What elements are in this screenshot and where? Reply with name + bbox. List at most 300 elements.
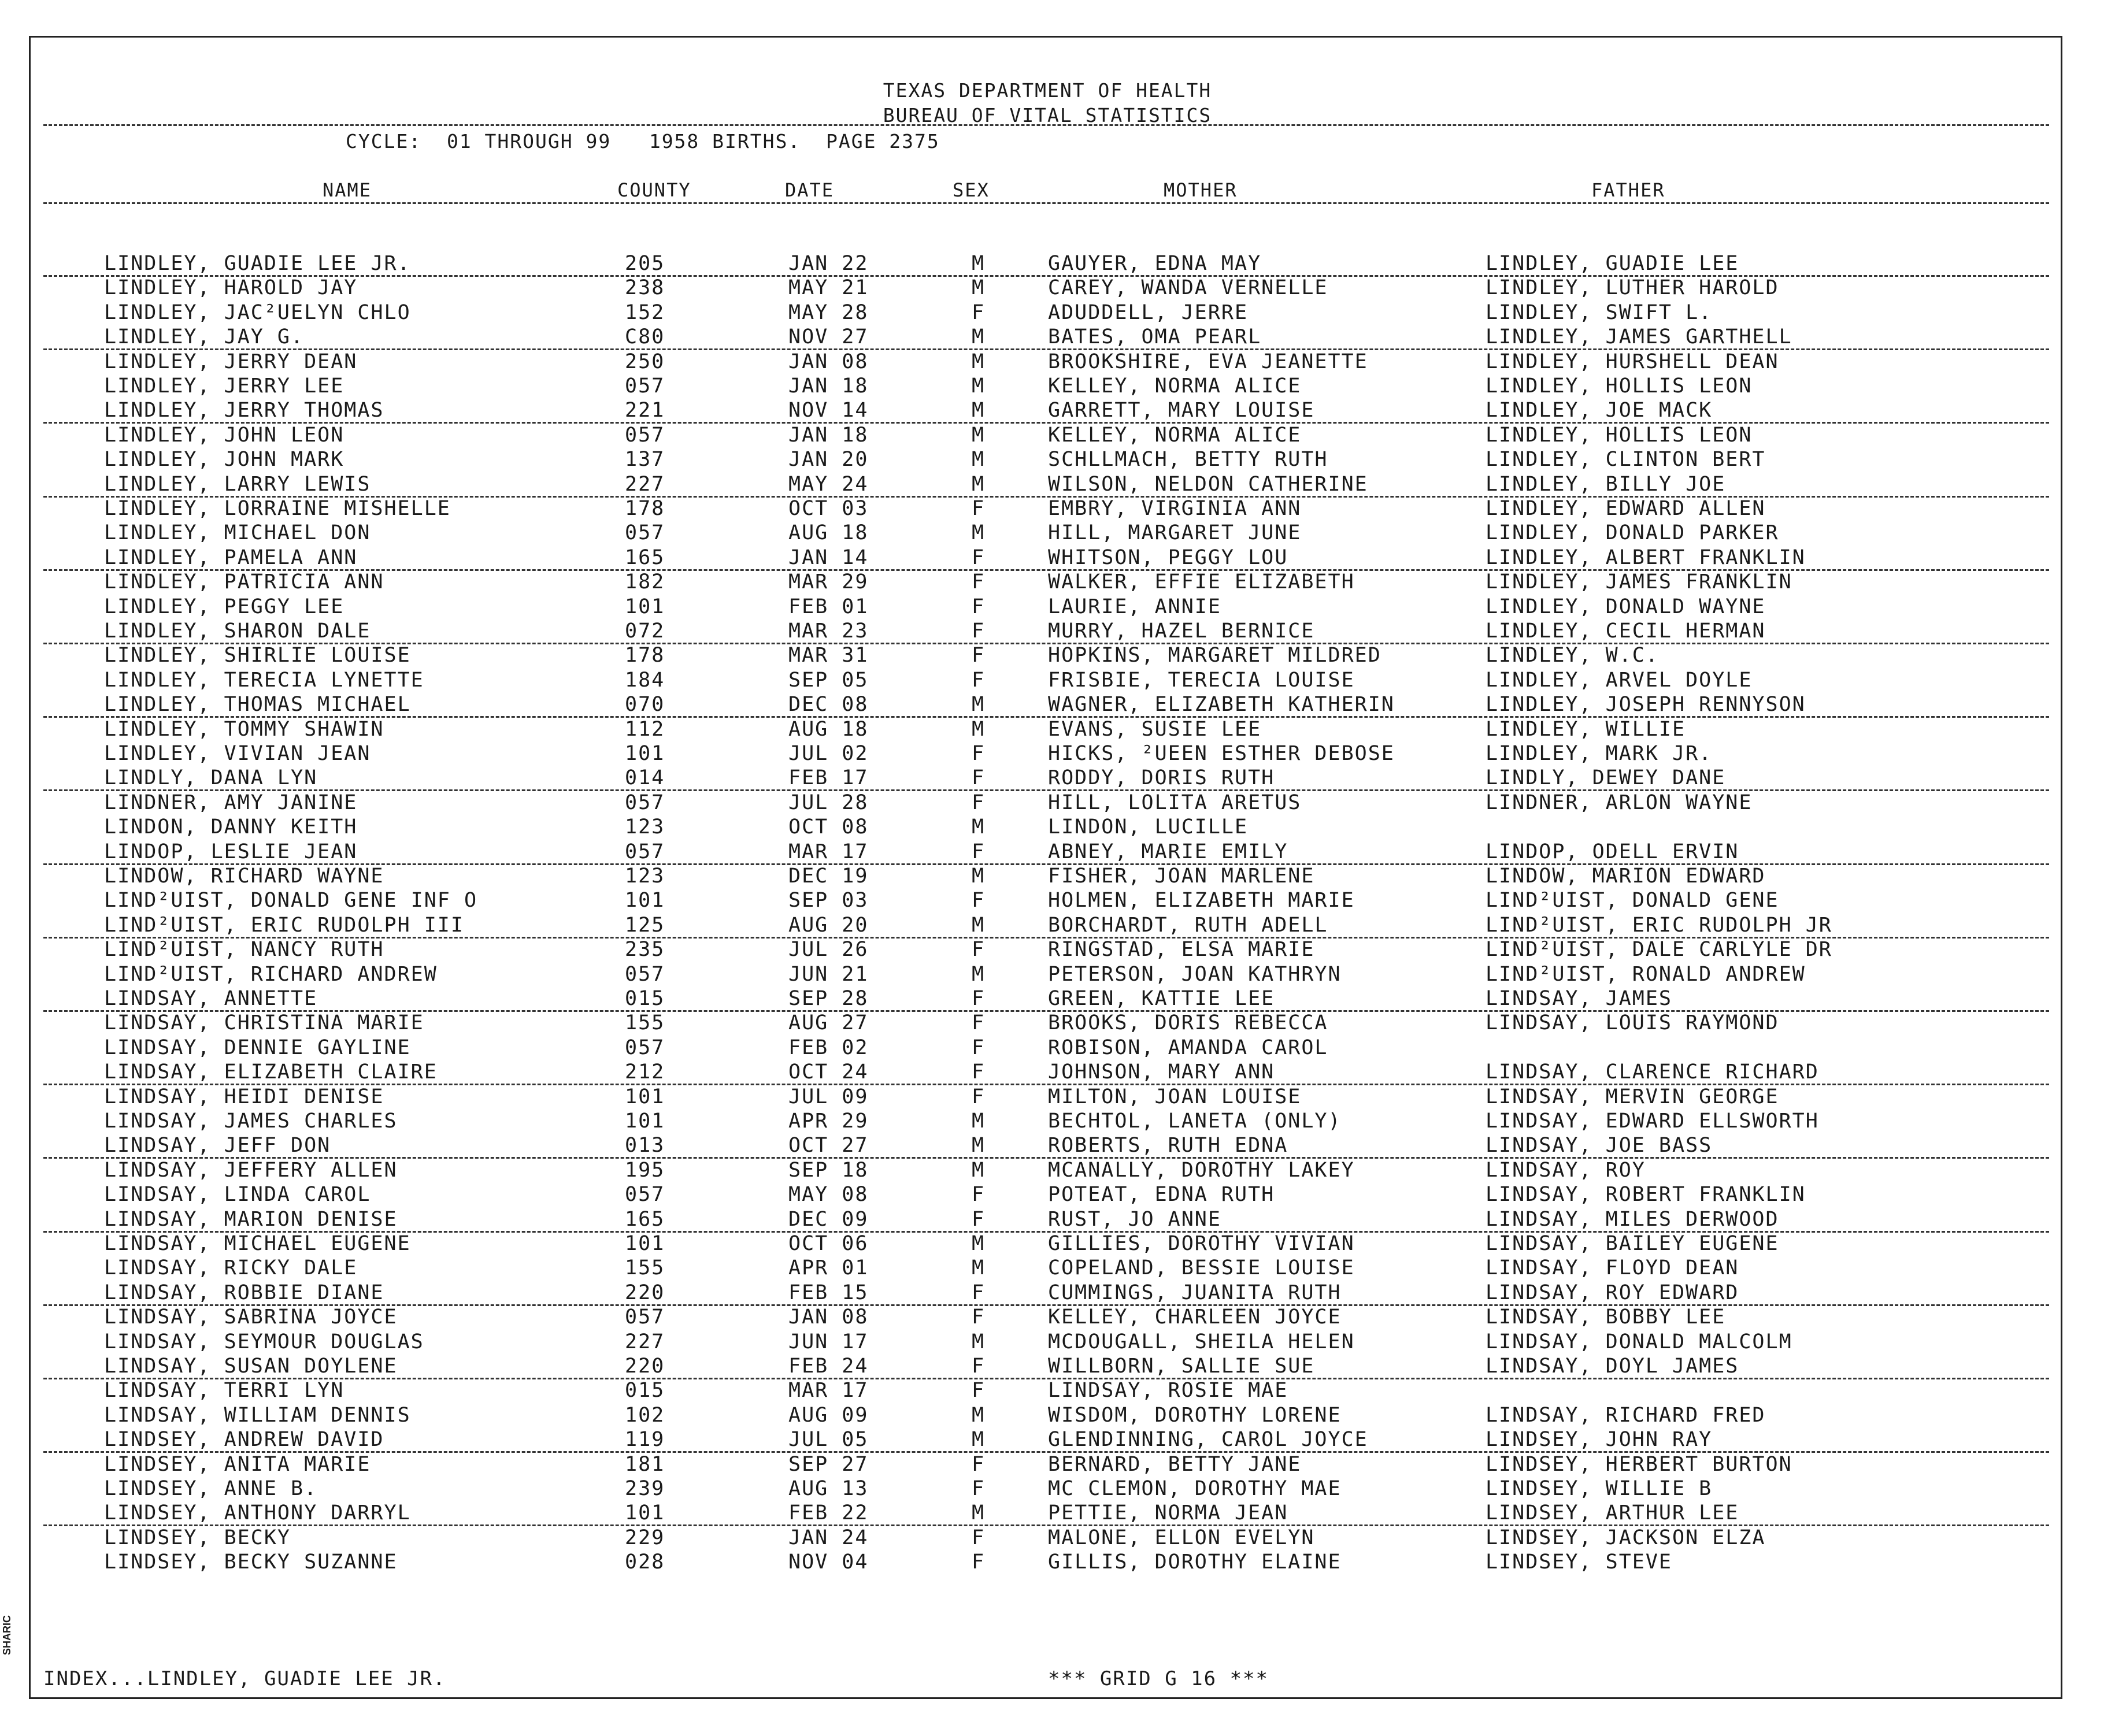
record-county: 195 — [625, 1158, 665, 1182]
record-name: LIND²UIST, DONALD GENE INF O — [104, 889, 478, 912]
record-date: AUG 20 — [788, 913, 869, 937]
record-father: LIND²UIST, ERIC RUDOLPH JR — [1486, 913, 1832, 937]
record-sex: F — [972, 889, 986, 912]
record-sex: M — [972, 472, 986, 496]
record-county: 057 — [625, 1183, 665, 1207]
record-row — [31, 1011, 2064, 1035]
record-mother: POTEAT, EDNA RUTH — [1048, 1183, 1275, 1207]
record-father: LINDLEY, CECIL HERMAN — [1486, 620, 1766, 643]
record-date: FEB 01 — [788, 595, 869, 618]
record-name: LINDLEY, JERRY THOMAS — [104, 399, 384, 422]
record-mother: COPELAND, BESSIE LOUISE — [1048, 1256, 1355, 1280]
record-name: LINDLEY, TERECIA LYNETTE — [104, 668, 424, 692]
record-mother: FRISBIE, TERECIA LOUISE — [1048, 668, 1355, 692]
record-row — [31, 619, 2064, 643]
record-county: 221 — [625, 399, 665, 422]
record-mother: MALONE, ELLON EVELYN — [1048, 1526, 1315, 1549]
record-name: LIND²UIST, NANCY RUTH — [104, 938, 384, 962]
record-row — [31, 1330, 2064, 1354]
record-row — [31, 1060, 2064, 1084]
record-date: FEB 02 — [788, 1036, 869, 1059]
record-sex: M — [972, 325, 986, 349]
record-father: LINDLEY, HOLLIS LEON — [1486, 374, 1753, 398]
record-county: 250 — [625, 350, 665, 373]
record-row — [31, 1501, 2064, 1525]
record-row — [31, 595, 2064, 619]
record-row — [31, 717, 2064, 741]
record-mother: KELLEY, NORMA ALICE — [1048, 374, 1302, 398]
record-mother: RODDY, DORIS RUTH — [1048, 766, 1275, 790]
record-county: 238 — [625, 276, 665, 300]
record-sex: M — [972, 1403, 986, 1427]
record-sex: M — [972, 521, 986, 545]
record-row — [31, 1231, 2064, 1256]
record-mother: WHITSON, PEGGY LOU — [1048, 546, 1288, 569]
record-father: LINDSAY, JAMES — [1486, 987, 1673, 1010]
record-mother: BATES, OMA PEARL — [1048, 325, 1262, 349]
record-row — [31, 791, 2064, 815]
record-row — [31, 986, 2064, 1011]
record-sex: F — [972, 987, 986, 1010]
record-name: LINDSEY, BECKY — [104, 1526, 291, 1549]
record-father: LINDLEY, HURSHELL DEAN — [1486, 350, 1779, 373]
record-row — [31, 1550, 2064, 1574]
record-date: JAN 08 — [788, 1305, 869, 1329]
record-father: LINDSAY, JOE BASS — [1486, 1134, 1713, 1158]
record-date: DEC 09 — [788, 1207, 869, 1231]
record-date: JUN 21 — [788, 962, 869, 986]
record-name: LINDLEY, PAMELA ANN — [104, 546, 358, 569]
record-row — [31, 521, 2064, 545]
record-county: 152 — [625, 301, 665, 324]
record-name: LINDSAY, SABRINA JOYCE — [104, 1305, 398, 1329]
record-sex: F — [972, 1526, 986, 1549]
record-name: LINDLEY, JOHN MARK — [104, 448, 345, 472]
record-mother: ROBISON, AMANDA CAROL — [1048, 1036, 1328, 1059]
record-date: AUG 18 — [788, 521, 869, 545]
record-name: LINDLEY, TOMMY SHAWIN — [104, 717, 384, 741]
record-county: 165 — [625, 546, 665, 569]
record-county: 057 — [625, 521, 665, 545]
record-date: FEB 17 — [788, 766, 869, 790]
record-county: 155 — [625, 1256, 665, 1280]
record-county: 239 — [625, 1477, 665, 1500]
record-sex: F — [972, 1183, 986, 1207]
record-name: LINDSEY, BECKY SUZANNE — [104, 1550, 398, 1574]
record-father: LINDLEY, JAMES FRANKLIN — [1486, 570, 1792, 594]
record-father: LINDLEY, CLINTON BERT — [1486, 448, 1766, 472]
record-name: LINDLEY, HAROLD JAY — [104, 276, 358, 300]
record-father: LINDSEY, JOHN RAY — [1486, 1428, 1713, 1452]
record-name: LINDLEY, JAC²UELYN CHLO — [104, 301, 411, 324]
record-sex: M — [972, 350, 986, 373]
record-father: LINDLEY, GUADIE LEE — [1486, 252, 1739, 275]
record-father: LINDSAY, ROBERT FRANKLIN — [1486, 1183, 1806, 1207]
record-name: LINDLEY, PATRICIA ANN — [104, 570, 384, 594]
record-row — [31, 766, 2064, 790]
record-row — [31, 1452, 2064, 1477]
record-name: LINDSEY, ANNE B. — [104, 1477, 318, 1500]
record-row — [31, 325, 2064, 349]
record-father: LINDSEY, ARTHUR LEE — [1486, 1501, 1739, 1525]
record-mother: RUST, JO ANNE — [1048, 1207, 1221, 1231]
department-title: TEXAS DEPARTMENT OF HEALTH — [883, 79, 1212, 102]
record-county: 123 — [625, 865, 665, 888]
record-county: 015 — [625, 987, 665, 1010]
record-mother: EMBRY, VIRGINIA ANN — [1048, 497, 1302, 520]
record-mother: HOLMEN, ELIZABETH MARIE — [1048, 889, 1355, 912]
record-father: LINDLEY, W.C. — [1486, 644, 1659, 667]
record-father: LINDLEY, JOE MACK — [1486, 399, 1713, 422]
record-name: LINDSAY, DENNIE GAYLINE — [104, 1036, 411, 1059]
record-sex: M — [972, 717, 986, 741]
record-father: LINDSAY, DONALD MALCOLM — [1486, 1330, 1792, 1353]
record-date: JUL 05 — [788, 1428, 869, 1452]
record-name: LINDLEY, SHARON DALE — [104, 620, 371, 643]
record-sex: M — [972, 815, 986, 839]
record-mother: MCANALLY, DOROTHY LAKEY — [1048, 1158, 1355, 1182]
record-mother: MC CLEMON, DOROTHY MAE — [1048, 1477, 1342, 1500]
record-county: 227 — [625, 472, 665, 496]
record-mother: GILLIES, DOROTHY VIVIAN — [1048, 1232, 1355, 1255]
record-father: LINDLEY, JAMES GARTHELL — [1486, 325, 1792, 349]
record-mother: GREEN, KATTIE LEE — [1048, 987, 1275, 1010]
record-mother: MCDOUGALL, SHEILA HELEN — [1048, 1330, 1355, 1353]
record-county: 101 — [625, 742, 665, 765]
record-name: LINDLEY, JERRY LEE — [104, 374, 345, 398]
record-name: LINDLEY, THOMAS MICHAEL — [104, 693, 411, 717]
record-name: LINDSAY, LINDA CAROL — [104, 1183, 371, 1207]
record-row — [31, 1378, 2064, 1403]
record-date: JUL 28 — [788, 791, 869, 814]
record-father: LINDNER, ARLON WAYNE — [1486, 791, 1753, 814]
record-mother: BERNARD, BETTY JANE — [1048, 1452, 1302, 1476]
record-mother: WALKER, EFFIE ELIZABETH — [1048, 570, 1355, 594]
record-mother: EVANS, SUSIE LEE — [1048, 717, 1262, 741]
record-father: LINDSAY, FLOYD DEAN — [1486, 1256, 1739, 1280]
record-row — [31, 570, 2064, 594]
record-row — [31, 496, 2064, 521]
record-county: 101 — [625, 1232, 665, 1255]
record-mother: MILTON, JOAN LOUISE — [1048, 1085, 1302, 1108]
record-county: 057 — [625, 423, 665, 447]
record-name: LINDSEY, ANDREW DAVID — [104, 1428, 384, 1452]
record-row — [31, 1109, 2064, 1133]
record-date: JUL 09 — [788, 1085, 869, 1108]
record-date: JAN 18 — [788, 423, 869, 447]
record-date: MAY 08 — [788, 1183, 869, 1207]
record-date: FEB 15 — [788, 1281, 869, 1304]
record-date: MAR 23 — [788, 620, 869, 643]
side-mark: SHARIC — [1, 1615, 13, 1655]
record-county: 137 — [625, 448, 665, 472]
record-sex: F — [972, 1452, 986, 1476]
record-sex: M — [972, 252, 986, 275]
record-name: LINDSAY, HEIDI DENISE — [104, 1085, 384, 1108]
record-sex: F — [972, 1477, 986, 1500]
record-date: JAN 08 — [788, 350, 869, 373]
record-sex: F — [972, 497, 986, 520]
record-row — [31, 1256, 2064, 1280]
record-county: 182 — [625, 570, 665, 594]
header-divider — [43, 124, 2049, 126]
record-date: SEP 05 — [788, 668, 869, 692]
record-name: LINDLEY, JERRY DEAN — [104, 350, 358, 373]
record-name: LIND²UIST, ERIC RUDOLPH III — [104, 913, 464, 937]
record-county: 057 — [625, 1305, 665, 1329]
record-county: 101 — [625, 889, 665, 912]
record-sex: M — [972, 1134, 986, 1158]
record-sex: F — [972, 766, 986, 790]
record-name: LINDSEY, ANITA MARIE — [104, 1452, 371, 1476]
record-row — [31, 643, 2064, 667]
record-father: LINDSEY, HERBERT BURTON — [1486, 1452, 1792, 1476]
record-name: LINDSAY, SEYMOUR DOUGLAS — [104, 1330, 424, 1353]
record-sex: F — [972, 1305, 986, 1329]
record-name: LINDSEY, ANTHONY DARRYL — [104, 1501, 411, 1525]
record-date: NOV 14 — [788, 399, 869, 422]
record-date: JAN 14 — [788, 546, 869, 569]
record-sex: M — [972, 865, 986, 888]
record-date: AUG 18 — [788, 717, 869, 741]
record-father: LINDSAY, CLARENCE RICHARD — [1486, 1060, 1819, 1084]
record-date: OCT 06 — [788, 1232, 869, 1255]
record-county: 178 — [625, 497, 665, 520]
record-date: NOV 04 — [788, 1550, 869, 1574]
record-county: 057 — [625, 791, 665, 814]
record-father: LINDSEY, WILLIE B — [1486, 1477, 1713, 1500]
record-sex: F — [972, 938, 986, 962]
record-row — [31, 1354, 2064, 1378]
record-date: JUN 17 — [788, 1330, 869, 1353]
record-county: 119 — [625, 1428, 665, 1452]
record-county: 101 — [625, 595, 665, 618]
record-father: LINDOW, MARION EDWARD — [1486, 865, 1766, 888]
record-name: LINDLY, DANA LYN — [104, 766, 318, 790]
record-date: JUL 02 — [788, 742, 869, 765]
record-name: LINDOW, RICHARD WAYNE — [104, 865, 384, 888]
record-mother: BROOKSHIRE, EVA JEANETTE — [1048, 350, 1368, 373]
record-row — [31, 1133, 2064, 1158]
record-county: 178 — [625, 644, 665, 667]
column-header-father: FATHER — [1591, 179, 1665, 201]
record-date: JAN 22 — [788, 252, 869, 275]
record-row — [31, 692, 2064, 717]
record-row — [31, 301, 2064, 325]
record-mother: WAGNER, ELIZABETH KATHERIN — [1048, 693, 1395, 717]
record-county: 235 — [625, 938, 665, 962]
record-date: NOV 27 — [788, 325, 869, 349]
record-name: LINDON, DANNY KEITH — [104, 815, 358, 839]
record-county: 101 — [625, 1501, 665, 1525]
record-sex: F — [972, 620, 986, 643]
record-mother: HILL, MARGARET JUNE — [1048, 521, 1302, 545]
record-county: 101 — [625, 1085, 665, 1108]
record-row — [31, 668, 2064, 692]
record-sex: F — [972, 840, 986, 863]
record-mother: PETTIE, NORMA JEAN — [1048, 1501, 1288, 1525]
record-father: LINDSEY, JACKSON ELZA — [1486, 1526, 1766, 1549]
record-row — [31, 1305, 2064, 1329]
record-row — [31, 815, 2064, 839]
record-name: LINDSAY, JEFFERY ALLEN — [104, 1158, 398, 1182]
record-date: OCT 27 — [788, 1134, 869, 1158]
record-row — [31, 1281, 2064, 1305]
record-father: LINDSAY, LOUIS RAYMOND — [1486, 1011, 1779, 1035]
record-row — [31, 1036, 2064, 1060]
column-header-sex: SEX — [953, 179, 990, 201]
record-father: LINDLEY, WILLIE — [1486, 717, 1686, 741]
record-county: 014 — [625, 766, 665, 790]
record-name: LINDLEY, JOHN LEON — [104, 423, 345, 447]
record-mother: MURRY, HAZEL BERNICE — [1048, 620, 1315, 643]
record-sex: F — [972, 1036, 986, 1059]
record-name: LINDSAY, ANNETTE — [104, 987, 318, 1010]
record-sex: M — [972, 1256, 986, 1280]
record-name: LINDLEY, LARRY LEWIS — [104, 472, 371, 496]
record-mother: FISHER, JOAN MARLENE — [1048, 865, 1315, 888]
record-father: LINDLEY, DONALD PARKER — [1486, 521, 1779, 545]
record-county: 220 — [625, 1281, 665, 1304]
record-mother: GARRETT, MARY LOUISE — [1048, 399, 1315, 422]
record-sex: M — [972, 423, 986, 447]
record-father: LINDSAY, DOYL JAMES — [1486, 1355, 1739, 1378]
record-father: LINDSAY, BOBBY LEE — [1486, 1305, 1726, 1329]
record-father: LINDSAY, MILES DERWOOD — [1486, 1207, 1779, 1231]
record-mother: PETERSON, JOAN KATHRYN — [1048, 962, 1342, 986]
record-father: LINDLEY, LUTHER HAROLD — [1486, 276, 1779, 300]
record-row — [31, 447, 2064, 472]
record-county: 057 — [625, 840, 665, 863]
record-father: LINDSAY, BAILEY EUGENE — [1486, 1232, 1779, 1255]
record-sex: M — [972, 1428, 986, 1452]
record-date: MAR 17 — [788, 840, 869, 863]
record-sex: F — [972, 791, 986, 814]
record-date: SEP 28 — [788, 987, 869, 1010]
record-row — [31, 423, 2064, 447]
column-header-divider — [43, 202, 2049, 204]
record-father: LINDOP, ODELL ERVIN — [1486, 840, 1739, 863]
column-header-mother: MOTHER — [1164, 179, 1238, 201]
record-county: 057 — [625, 962, 665, 986]
record-father: LINDLEY, SWIFT L. — [1486, 301, 1713, 324]
record-father: LINDSAY, RICHARD FRED — [1486, 1403, 1766, 1427]
record-county: C80 — [625, 325, 665, 349]
record-mother: CAREY, WANDA VERNELLE — [1048, 276, 1328, 300]
record-sex: M — [972, 1232, 986, 1255]
record-row — [31, 251, 2064, 276]
record-row — [31, 1182, 2064, 1207]
record-row — [31, 1085, 2064, 1109]
record-date: SEP 27 — [788, 1452, 869, 1476]
record-row — [31, 840, 2064, 864]
record-county: 125 — [625, 913, 665, 937]
record-father: LINDSAY, ROY EDWARD — [1486, 1281, 1739, 1304]
record-county: 112 — [625, 717, 665, 741]
record-sex: F — [972, 1085, 986, 1108]
grid-footer: *** GRID G 16 *** — [1048, 1667, 1269, 1690]
record-mother: HICKS, ²UEEN ESTHER DEBOSE — [1048, 742, 1395, 765]
record-name: LINDSAY, MICHAEL EUGENE — [104, 1232, 411, 1255]
record-name: LINDSAY, CHRISTINA MARIE — [104, 1011, 424, 1035]
record-mother: GILLIS, DOROTHY ELAINE — [1048, 1550, 1342, 1574]
record-row — [31, 1403, 2064, 1427]
column-header-name: NAME — [323, 179, 372, 201]
record-name: LINDSAY, ROBBIE DIANE — [104, 1281, 384, 1304]
record-date: FEB 24 — [788, 1355, 869, 1378]
record-mother: WILSON, NELDON CATHERINE — [1048, 472, 1368, 496]
record-date: AUG 27 — [788, 1011, 869, 1035]
record-father: LINDSAY, EDWARD ELLSWORTH — [1486, 1110, 1819, 1133]
record-name: LINDLEY, PEGGY LEE — [104, 595, 345, 618]
record-name: LINDSAY, ELIZABETH CLAIRE — [104, 1060, 438, 1084]
record-father: LIND²UIST, DALE CARLYLE DR — [1486, 938, 1832, 962]
record-row — [31, 937, 2064, 962]
record-sex: F — [972, 644, 986, 667]
record-row — [31, 913, 2064, 937]
record-sex: F — [972, 742, 986, 765]
record-name: LINDLEY, SHIRLIE LOUISE — [104, 644, 411, 667]
record-father: LINDLEY, MARK JR. — [1486, 742, 1713, 765]
record-row — [31, 398, 2064, 422]
record-mother: BORCHARDT, RUTH ADELL — [1048, 913, 1328, 937]
record-county: 165 — [625, 1207, 665, 1231]
record-mother: WILLBORN, SALLIE SUE — [1048, 1355, 1315, 1378]
record-date: SEP 03 — [788, 889, 869, 912]
record-father: LINDLEY, ARVEL DOYLE — [1486, 668, 1753, 692]
record-sex: F — [972, 1550, 986, 1574]
record-county: 181 — [625, 1452, 665, 1476]
record-date: JAN 20 — [788, 448, 869, 472]
record-mother: LINDSAY, ROSIE MAE — [1048, 1379, 1288, 1403]
record-row — [31, 1427, 2064, 1452]
bureau-title: BUREAU OF VITAL STATISTICS — [883, 104, 1212, 127]
record-name: LINDSAY, RICKY DALE — [104, 1256, 358, 1280]
record-mother: HILL, LOLITA ARETUS — [1048, 791, 1302, 814]
record-county: 155 — [625, 1011, 665, 1035]
record-mother: WISDOM, DOROTHY LORENE — [1048, 1403, 1342, 1427]
column-header-date: DATE — [785, 179, 835, 201]
record-father: LINDLEY, BILLY JOE — [1486, 472, 1726, 496]
record-county: 205 — [625, 252, 665, 275]
record-sex: M — [972, 1330, 986, 1353]
record-mother: BECHTOL, LANETA (ONLY) — [1048, 1110, 1342, 1133]
record-mother: ROBERTS, RUTH EDNA — [1048, 1134, 1288, 1158]
record-father: LIND²UIST, DONALD GENE — [1486, 889, 1779, 912]
record-name: LINDOP, LESLIE JEAN — [104, 840, 358, 863]
record-sex: M — [972, 1158, 986, 1182]
record-sex: F — [972, 1011, 986, 1035]
column-header-county: COUNTY — [617, 179, 691, 201]
record-date: SEP 18 — [788, 1158, 869, 1182]
index-footer: INDEX...LINDLEY, GUADIE LEE JR. — [43, 1667, 446, 1690]
record-sex: F — [972, 668, 986, 692]
record-sex: F — [972, 1355, 986, 1378]
record-county: 013 — [625, 1134, 665, 1158]
record-row — [31, 1526, 2064, 1550]
record-father: LIND²UIST, RONALD ANDREW — [1486, 962, 1806, 986]
record-mother: LAURIE, ANNIE — [1048, 595, 1221, 618]
record-date: DEC 08 — [788, 693, 869, 717]
record-father: LINDLEY, HOLLIS LEON — [1486, 423, 1753, 447]
record-name: LINDLEY, MICHAEL DON — [104, 521, 371, 545]
record-mother: GLENDINNING, CAROL JOYCE — [1048, 1428, 1368, 1452]
record-sex: M — [972, 374, 986, 398]
record-date: MAY 24 — [788, 472, 869, 496]
record-row — [31, 962, 2064, 986]
record-name: LINDSAY, SUSAN DOYLENE — [104, 1355, 398, 1378]
record-date: DEC 19 — [788, 865, 869, 888]
